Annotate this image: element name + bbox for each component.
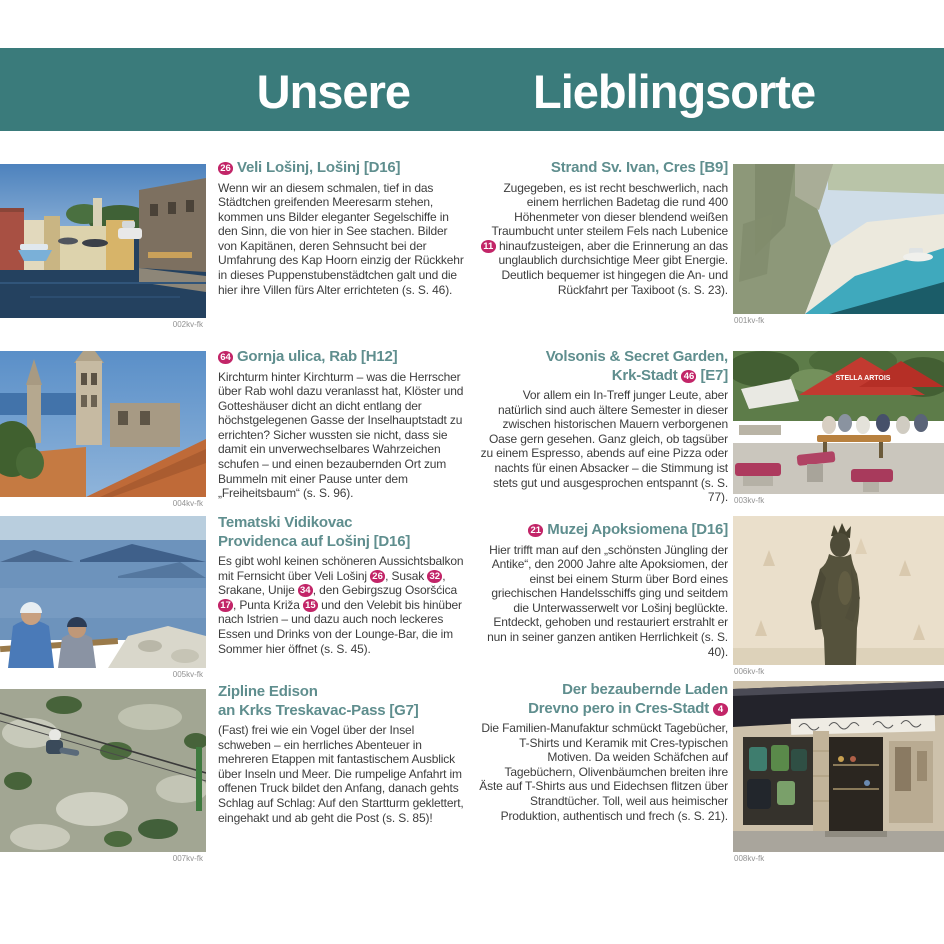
section-muzej-apoksiomena bbox=[478, 521, 728, 659]
map-number-badge: 21 bbox=[528, 524, 543, 537]
map-number-badge: 26 bbox=[370, 570, 385, 583]
section-body: (Fast) frei wie ein Vogel über der Insel schweben – ein herrliches Abenteuer in mehreren Etappen mit fantastischem Ausblick über Inseln und Meer. Die rumpelige Anfahrt im offenen Truck bildet den Anfang, danach gehts Schlag auf Schlag: Auf den Startturm geklettert, eingehakt und ab geht die Post (s. S. 85)! bbox=[218, 723, 464, 825]
viewpoint-illustration bbox=[0, 516, 206, 668]
section-title: Der bezaubernde Laden Drevno pero in Cres-Stadt 4 bbox=[528, 681, 728, 717]
section-body: Hier trifft man auf den „schönsten Jüngling der Antike“, den 2000 Jahre alte Apoksiomen, der einst bei einem Sturm über Bord eines griechischen Handelsschiffs ging und seitdem die Unterwasserwelt vor Lošinj beglückte. Entdeckt, gehoben und restauriert erstrahlt er nun in seiner ganzen antiken Herrlichkeit (s. S. 40). bbox=[487, 542, 728, 659]
section-title: Zipline Edison an Krks Treskavac-Pass [G7] bbox=[218, 683, 419, 719]
bell-towers-illustration bbox=[0, 351, 206, 497]
photo-secret-garden-cafe bbox=[733, 351, 944, 506]
section-vidikovac-providenca bbox=[218, 514, 464, 656]
map-number-badge: 15 bbox=[303, 599, 318, 612]
photo-credit: 002kv-fk bbox=[172, 320, 203, 329]
section-drevno-pero bbox=[478, 681, 728, 823]
section-title: Volsonis & Secret Garden, Krk-Stadt 46 [E7] bbox=[545, 348, 728, 384]
photo-credit: 008kv-fk bbox=[734, 854, 765, 863]
photo-credit: 007kv-fk bbox=[172, 854, 203, 863]
umbrella-brand-text: STELLA ARTOIS bbox=[835, 375, 891, 382]
photo-providenca-viewpoint bbox=[0, 516, 206, 680]
section-body: Es gibt wohl keinen schöneren Aussichtsbalkon mit Fernsicht über Veli Lošinj 26 , Susak 32 , Srakane, Unije 34 , den Gebirgszug Osoršćica 17 , Punta Križa 15 und den Velebit bis hinüber nach Istrien – und dazu auch noch leckeres Essen und Drinks von der Lounge-Bar, die im Sommer hier öffnet (s. S. 45). bbox=[218, 554, 464, 656]
section-title: 26 Veli Lošinj, Lošinj [D16] bbox=[218, 159, 464, 178]
section-body: Kirchturm hinter Kirchturm – was die Herrscher über Rab wohl dazu veranlasst hat, Klöster und Gotteshäuser dicht an dicht entlang der höchstgelegenen Gasse der Inselhauptstadt zu errichten? Sicher wussten sie nicht, dass sie damit ein unverwechselbares Wahrzeichen schufen – und einen bezaubernden Ort zum Bummeln mit einer Pause unter dem „Freiheitsbaum“ (s. S. 96). bbox=[218, 369, 464, 501]
photo-rab-bell-towers bbox=[0, 351, 206, 509]
photo-credit: 001kv-fk bbox=[734, 316, 765, 325]
section-title: 64 Gornja ulica, Rab [H12] bbox=[218, 348, 464, 367]
photo-credit: 005kv-fk bbox=[172, 670, 203, 679]
section-body: Die Familien-Manufaktur schmückt Tagebücher, T-Shirts und Keramik mit Cres-typischen Motiven. Da weiden Schäfchen auf Tagebüchern, Olivenbäumchen breiten ihre Äste auf T-Shirts aus und Eidechsen flitzen über Strandtücher. Toll, weil aus heimischer Produktion, authentisch und frech (s. S. 21). bbox=[479, 721, 728, 823]
section-title: Strand Sv. Ivan, Cres [B9] bbox=[550, 159, 728, 176]
section-title: 21 Muzej Apoksiomena [D16] bbox=[478, 521, 728, 540]
header-word-right: Lieblingsorte bbox=[533, 65, 816, 118]
harbour-illustration bbox=[0, 164, 206, 318]
zipline-illustration bbox=[0, 689, 206, 852]
section-gornja-ulica bbox=[218, 348, 464, 501]
section-body: Wenn wir an diesem schmalen, tief in das Städtchen greifenden Meeresarm stehen, kommen uns Bilder eleganter Segelschiffe in den Sinn, die von hier in See stachen. Bilder von Kapitänen, deren Sehnsucht bei der Umfahrung des Kap Hoorn einzig der Rückkehr in dieses Puppenstubenstädtchen galt und die hier ihre Villen fürs Alter errichteten (s. S. 46). bbox=[218, 180, 464, 297]
map-number-badge: 32 bbox=[427, 570, 442, 583]
photo-credit: 003kv-fk bbox=[734, 496, 765, 505]
photo-sv-ivan-beach bbox=[733, 164, 944, 326]
section-body: Zugegeben, es ist recht beschwerlich, nach einem herrlichen Badetag die rund 400 Höhenmeter von dieser blendend weißen Traumbucht unter steilem Fels nach Lubenice 11 hinaufzusteigen, aber die Erinnerung an das unglaublich durchsichtige Meer gibt Energie. Deutlich bequemer ist hingegen die An- und Rückfahrt per Taxiboot (s. S. 23). bbox=[478, 181, 728, 298]
section-title: Tematski Vidikovac Providenca auf Lošinj [D16] bbox=[218, 514, 411, 550]
beach-illustration bbox=[733, 164, 944, 314]
header-word-left: Unsere bbox=[256, 65, 410, 118]
map-number-badge: 64 bbox=[218, 351, 233, 364]
map-number-badge: 17 bbox=[218, 599, 233, 612]
map-number-badge: 46 bbox=[681, 370, 696, 383]
section-strand-sv-ivan bbox=[478, 159, 728, 297]
photo-credit: 004kv-fk bbox=[172, 499, 203, 508]
section-body: Vor allem ein In-Treff junger Leute, aber natürlich sind auch ältere Semester in dieser zwischen historischen Mauern verborgenen Oase gern gesehen. Ganz gleich, ob tagsüber zu einem Espresso, abends auf eine Pizza oder nachts für einen Absacker – die Stimmung ist stets gut und ausgesprochen entspannt (s. S. 77). bbox=[480, 388, 728, 505]
map-number-badge: 4 bbox=[713, 703, 728, 716]
photo-veli-losinj-harbour bbox=[0, 164, 206, 330]
section-zipline-edison bbox=[218, 683, 464, 825]
map-number-badge: 26 bbox=[218, 162, 233, 175]
photo-drevno-pero-shop bbox=[733, 681, 944, 864]
photo-zipline-rider bbox=[0, 689, 206, 864]
photo-credit: 006kv-fk bbox=[734, 667, 765, 676]
statue-illustration bbox=[733, 516, 944, 665]
map-number-badge: 11 bbox=[481, 240, 496, 253]
section-volsonis-secret-garden bbox=[478, 348, 728, 505]
shop-illustration bbox=[733, 681, 944, 852]
header-band bbox=[0, 48, 944, 131]
section-veli-losinj bbox=[218, 159, 464, 297]
garden-cafe-illustration bbox=[733, 351, 944, 494]
photo-apoxyomenos-statue bbox=[733, 516, 944, 677]
map-number-badge: 34 bbox=[298, 584, 313, 597]
